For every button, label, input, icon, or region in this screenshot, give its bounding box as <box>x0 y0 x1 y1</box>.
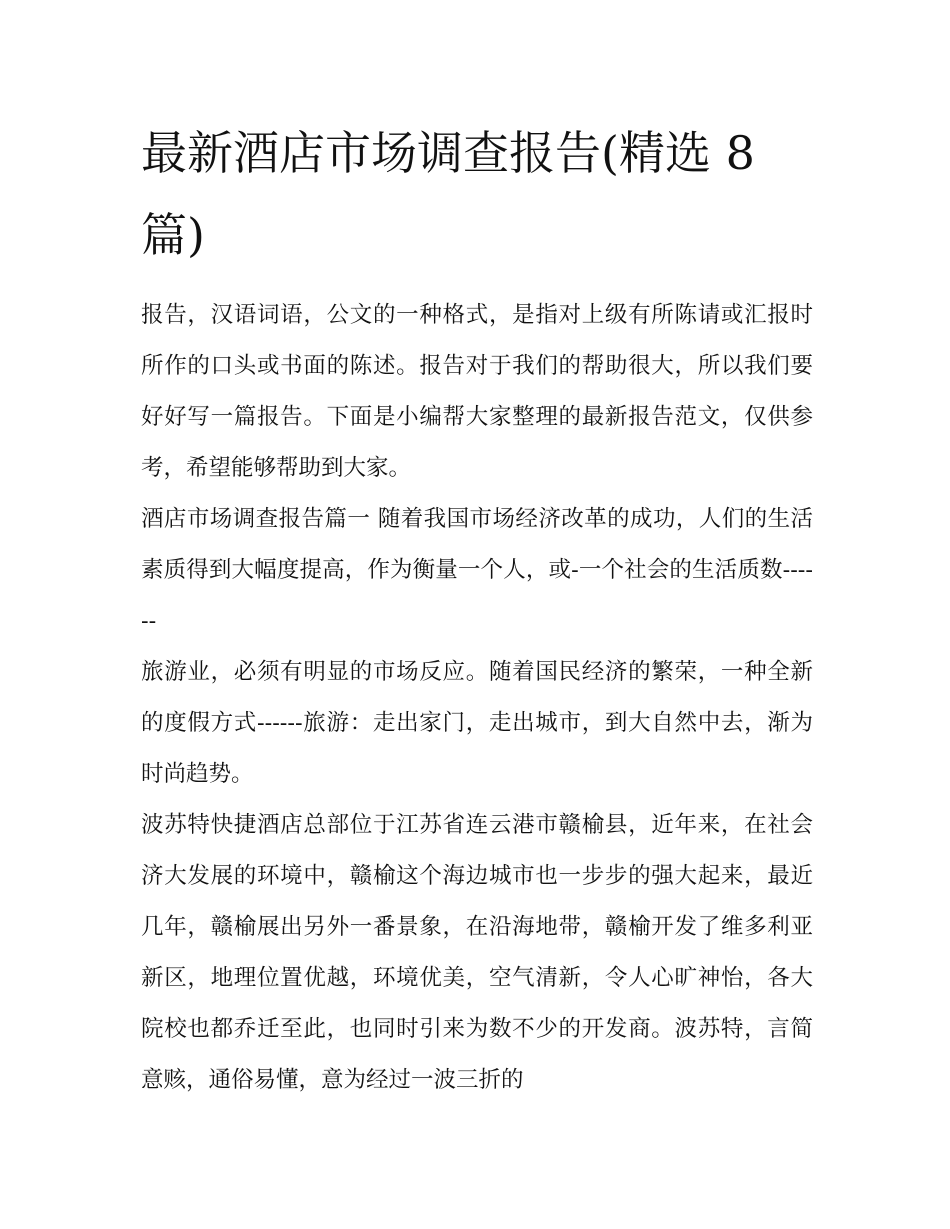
document-title: 最新酒店市场调查报告(精选 8 篇) <box>141 126 755 262</box>
body-paragraph-2: 旅游业，必须有明显的市场反应。随着国民经济的繁荣，一种全新的度假方式------旅游：走出家门，走出城市，到大自然中去，渐为时尚趋势。 <box>141 659 813 787</box>
body-paragraph-3: 波苏特快捷酒店总部位于江苏省连云港市赣榆县，近年来，在社会济大发展的环境中，赣榆这个海边城市也一步步的强大起来，最近几年，赣榆展出另外一番景象，在沿海地带，赣榆开发了维多利亚新区，地理位置优越，环境优美，空气清新，令人心旷神怡，各大院校也都乔迁至此，也同时引来为数不少的开发商。波苏特，言简意赅，通俗易懂，意为经过一波三折的 <box>141 812 813 1093</box>
intro-paragraph: 报告，汉语词语，公文的一种格式，是指对上级有所陈请或汇报时所作的口头或书面的陈述。报告对于我们的帮助很大，所以我们要好好写一篇报告。下面是小编帮大家整理的最新报告范文，仅供参考，希望能够帮助到大家。 <box>141 302 813 481</box>
document-page <box>141 112 813 1106</box>
body-paragraph-1: 酒店市场调查报告篇一 随着我国市场经济改革的成功，人们的生活素质得到大幅度提高，作为衡量一个人，或-一个社会的生活质数------ <box>141 506 813 634</box>
